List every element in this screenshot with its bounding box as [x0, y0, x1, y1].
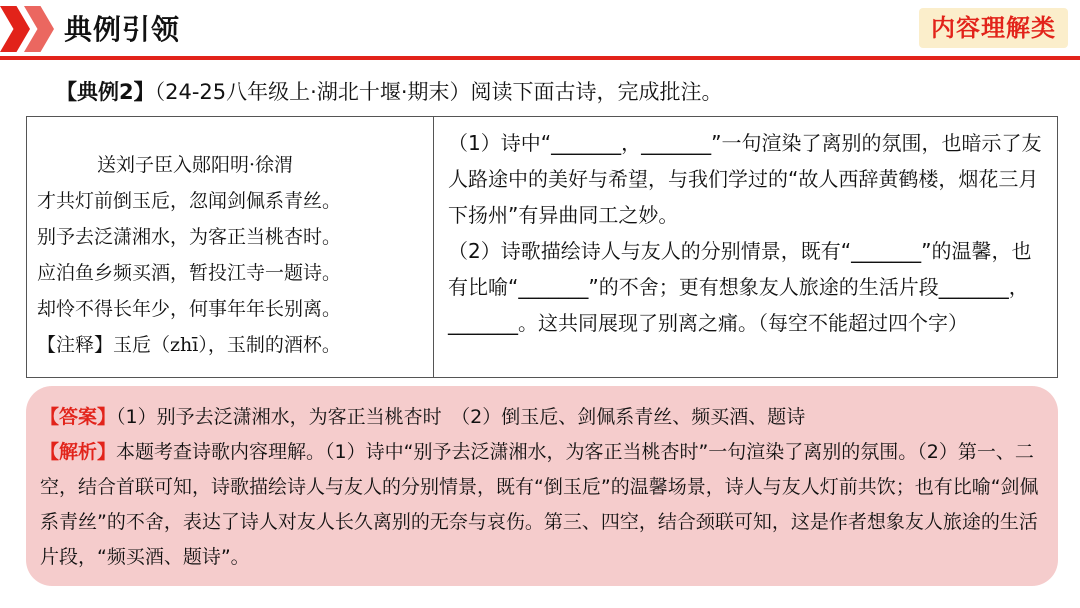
answer-line [40, 400, 1046, 435]
header-divider [0, 56, 1080, 60]
poem-title: 送刘子臣入郧阳明·徐渭 [97, 154, 294, 176]
answer-text: （1）别予去泛潇湘水，为客正当桃杏时 （2）倒玉卮、剑佩系青丝、频买酒、题诗 [116, 406, 806, 428]
analysis-text: 本题考查诗歌内容理解。（1）诗中“别予去泛潇湘水，为客正当桃杏时”一句渲染了离别的氛围。（2）第一、二空，结合首联可知，诗歌描绘诗人与友人的分别情景，既有“倒玉卮”的温馨场景，诗人与友人灯前共饮；也有比喻“剑佩系青丝”的不舍，表达了诗人对友人长久离别的无奈与哀伤。第三、四空，结合颈联可知，这是作者想象友人旅途的生活片段，“频买酒、题诗”。 [40, 441, 1039, 568]
answer-label: 【答案】 [40, 406, 117, 428]
poem-line: 别予去泛潇湘水，为客正当桃杏时。 [37, 226, 342, 248]
category-badge: 内容理解类 [919, 8, 1068, 48]
question-prompt [56, 76, 723, 106]
poem-panel [27, 117, 434, 377]
poem-note: 【注释】玉卮（zhī），玉制的酒杯。 [37, 334, 341, 356]
poem-line: 才共灯前倒玉卮，忽闻剑佩系青丝。 [37, 190, 342, 212]
task-panel [434, 117, 1057, 377]
task-item: （1）诗中“_______，_______”一句渲染了离别的氛围，也暗示了友人路途中的美好与希望，与我们学过的“故人西辞黄鹤楼，烟花三月下扬州”有异曲同工之妙。 [448, 131, 1042, 227]
poem-line: 应泊鱼乡频买酒，暂投江寺一题诗。 [37, 262, 342, 284]
answer-panel [26, 386, 1058, 586]
section-title: 典例引领 [64, 13, 181, 46]
poem-line: 却怜不得长年少，何事年年长别离。 [37, 298, 342, 320]
analysis-label: 【解析】 [40, 441, 117, 463]
question-label: 【典例2】 [56, 80, 155, 104]
task-item: （2）诗歌描绘诗人与友人的分别情景，既有“_______”的温馨，也有比喻“_______”的不舍；更有想象友人旅途的生活片段_______，_______。这共同展现了别离之痛。（每空不能超过四个字） [448, 239, 1032, 335]
analysis-block [40, 435, 1046, 575]
chevron-right-icon [0, 6, 30, 52]
question-text: （24-25八年级上·湖北十堰·期末）阅读下面古诗，完成批注。 [154, 80, 723, 104]
question-table [26, 116, 1058, 378]
header-bar [0, 0, 1080, 62]
